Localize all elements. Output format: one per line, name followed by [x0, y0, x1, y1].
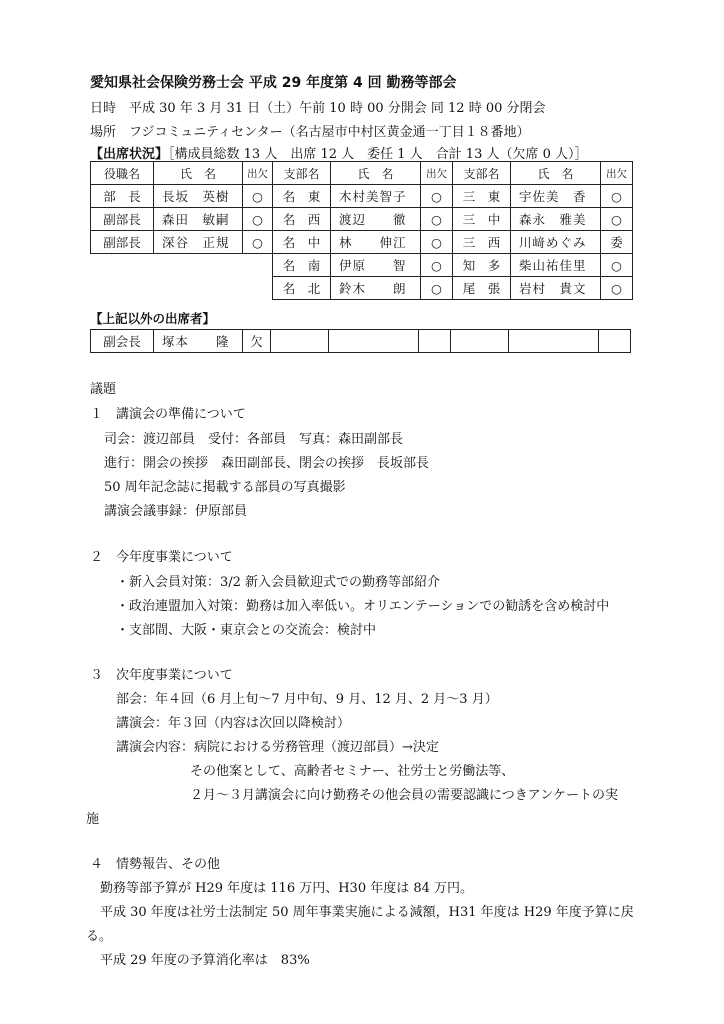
- agenda-item-1-line: 講演会議事録：伊原部員: [104, 504, 248, 519]
- attendance-cell: 委: [601, 231, 633, 254]
- agenda-item-4-title: ４ 情勢報告、その他: [90, 857, 221, 872]
- branch-cell: 名 北: [273, 277, 331, 300]
- name-cell: 塚本 隆: [154, 330, 243, 353]
- role-cell: 副部長: [91, 231, 154, 254]
- empty-cell: [91, 254, 154, 277]
- agenda-item-3-line: ２月〜３月講演会に向け勤務その他会員の需要認識につきアンケートの実: [190, 788, 618, 803]
- role-cell: 副会長: [91, 330, 154, 353]
- name-cell: 川﨑めぐみ: [511, 231, 601, 254]
- agenda-item-2-line: ・支部間、大阪・東京会との交流会：検討中: [116, 623, 377, 638]
- attendance-cell: ○: [243, 231, 273, 254]
- name-cell: 長坂 英樹: [154, 185, 243, 208]
- branch-cell: 名 中: [273, 231, 331, 254]
- agenda-item-2-line: ・新入会員対策：3/2 新入会員歓迎式での勤務等部紹介: [116, 575, 441, 590]
- header-branch: 支部名: [453, 162, 511, 185]
- name-cell: 深谷 正規: [154, 231, 243, 254]
- table-row: [91, 208, 633, 231]
- attendance-cell: ○: [601, 277, 633, 300]
- empty-cell: [243, 254, 273, 277]
- empty-cell: [599, 330, 631, 353]
- header-role: 役職名: [91, 162, 154, 185]
- branch-cell: 名 西: [273, 208, 331, 231]
- meeting-datetime: 日時 平成 30 年 3 月 31 日（土）午前 10 時 00 分開会 同 12 時 00 分閉会: [90, 101, 546, 116]
- meeting-place: 場所 フジコミュニティセンター（名古屋市中村区黄金通一丁目１８番地）: [90, 125, 530, 140]
- other-attendees-table: [90, 329, 631, 353]
- header-attendance: 出欠: [243, 162, 273, 185]
- table-header-row: [91, 162, 633, 185]
- branch-cell: 三 中: [453, 208, 511, 231]
- empty-cell: [329, 330, 419, 353]
- attendance-cell: ○: [243, 208, 273, 231]
- empty-cell: [451, 330, 509, 353]
- agenda-item-2-title: ２ 今年度事業について: [90, 550, 233, 565]
- attendance-label: 【出席状況】: [90, 147, 169, 162]
- attendance-cell: ○: [421, 231, 453, 254]
- agenda-item-4-line: 勤務等部予算が H29 年度は 116 万円、H30 年度は 84 万円。: [100, 881, 474, 896]
- attendance-summary: ［構成員総数 13 人 出席 12 人 委任 1 人 合計 13 人（欠席 0 人）］: [168, 147, 588, 162]
- name-cell: 森田 敏嗣: [154, 208, 243, 231]
- attendance-cell: 欠: [243, 330, 271, 353]
- branch-cell: 尾 張: [453, 277, 511, 300]
- empty-cell: [91, 277, 154, 300]
- agenda-item-4-line: 平成 29 年度の予算消化率は 83%: [100, 953, 310, 968]
- header-name: 氏 名: [331, 162, 421, 185]
- document-title: 愛知県社会保険労務士会 平成 29 年度第 4 回 勤務等部会: [90, 75, 457, 91]
- other-attendees-label: 【上記以外の出席者】: [90, 311, 216, 326]
- name-cell: 伊原 智: [331, 254, 421, 277]
- attendance-cell: ○: [421, 185, 453, 208]
- name-cell: 岩村 貴文: [511, 277, 601, 300]
- agenda-item-1-line: 司会：渡辺部員 受付：各部員 写真：森田副部長: [104, 432, 404, 447]
- empty-cell: [509, 330, 599, 353]
- agenda-item-3-title: ３ 次年度事業について: [90, 668, 233, 683]
- agenda-item-3-line: 部会：年４回（6 月上旬〜7 月中旬、9 月、12 月、2 月〜3 月）: [116, 692, 498, 707]
- name-cell: 柴山祐佳里: [511, 254, 601, 277]
- branch-cell: 名 南: [273, 254, 331, 277]
- name-cell: 木村美智子: [331, 185, 421, 208]
- attendance-cell: ○: [421, 254, 453, 277]
- branch-cell: 知 多: [453, 254, 511, 277]
- attendance-cell: ○: [243, 185, 273, 208]
- table-row: [91, 330, 631, 353]
- header-attendance: 出欠: [421, 162, 453, 185]
- agenda-item-1-title: １ 講演会の準備について: [90, 407, 246, 422]
- empty-cell: [419, 330, 451, 353]
- agenda-item-3-line: 講演会：年３回（内容は次回以降検討）: [116, 716, 351, 731]
- attendance-cell: ○: [601, 208, 633, 231]
- empty-cell: [154, 254, 243, 277]
- empty-cell: [154, 277, 243, 300]
- table-row: [91, 254, 633, 277]
- header-name: 氏 名: [511, 162, 601, 185]
- empty-cell: [271, 330, 329, 353]
- name-cell: 林 伸江: [331, 231, 421, 254]
- agenda-item-3-line: その他案として、高齢者セミナー、社労士と労働法等、: [190, 764, 515, 779]
- branch-cell: 三 東: [453, 185, 511, 208]
- agenda-item-1-line: 進行：開会の挨拶 森田副部長、閉会の挨拶 長坂部長: [104, 456, 430, 471]
- attendance-table: [90, 161, 633, 300]
- branch-cell: 名 東: [273, 185, 331, 208]
- header-attendance: 出欠: [601, 162, 633, 185]
- agenda-item-4-line: る。: [86, 929, 113, 944]
- name-cell: 渡辺 徹: [331, 208, 421, 231]
- branch-cell: 三 西: [453, 231, 511, 254]
- table-row: [91, 231, 633, 254]
- name-cell: 鈴木 朗: [331, 277, 421, 300]
- attendance-status: [90, 143, 588, 162]
- name-cell: 森永 雅美: [511, 208, 601, 231]
- agenda-item-2-line: ・政治連盟加入対策：勤務は加入率低い。オリエンテーションでの勧誘を含め検討中: [116, 599, 610, 614]
- attendance-cell: ○: [601, 254, 633, 277]
- empty-cell: [243, 277, 273, 300]
- role-cell: 副部長: [91, 208, 154, 231]
- agenda-item-1-line: 50 周年記念誌に掲載する部員の写真撮影: [104, 480, 346, 495]
- table-row: [91, 185, 633, 208]
- agenda-heading: 議題: [90, 382, 117, 397]
- header-branch: 支部名: [273, 162, 331, 185]
- attendance-cell: ○: [601, 185, 633, 208]
- agenda-item-3-line: 施: [86, 812, 100, 827]
- role-cell: 部 長: [91, 185, 154, 208]
- attendance-cell: ○: [421, 277, 453, 300]
- agenda-item-4-line: 平成 30 年度は社労士法制定 50 周年事業実施による減額，H31 年度は H29 年度予算に戻: [100, 905, 634, 920]
- name-cell: 宇佐美 香: [511, 185, 601, 208]
- agenda-item-3-line: 講演会内容：病院における労務管理（渡辺部員）→決定: [116, 740, 439, 755]
- attendance-cell: ○: [421, 208, 453, 231]
- table-row: [91, 277, 633, 300]
- header-name: 氏 名: [154, 162, 243, 185]
